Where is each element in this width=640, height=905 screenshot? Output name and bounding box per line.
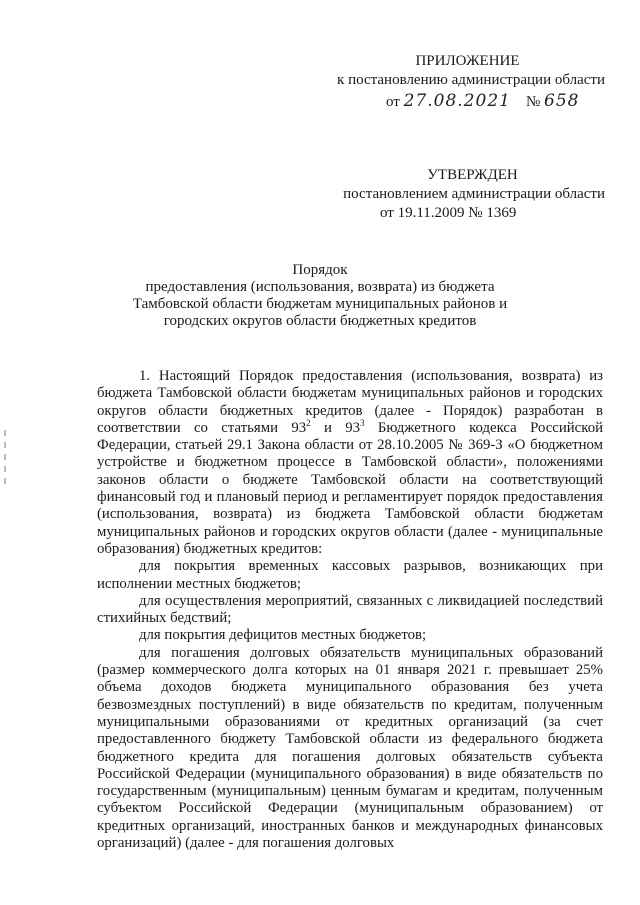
approved-date-line: от 19.11.2009 № 1369 [380, 205, 517, 221]
list-item: для осуществления мероприятий, связанных с ликвидацией последствий стихийных бедствий; [97, 592, 603, 627]
margin-mark [4, 430, 7, 500]
paragraph-1-part-b: и 93 [310, 419, 361, 436]
heading-line-2: предоставления (использования, возврата) из бюджета [145, 279, 495, 295]
paragraph-1-part-a: 1. Настоящий Порядок предоставления (использования, возврата) из бюджета Тамбовской области бюджетам муниципальных районов и городских округов области бюджетных кредитов (далее - Порядок) разработан в соответствии со статьями 93 [97, 368, 603, 436]
appendix-block [300, 52, 605, 113]
approved-block [300, 166, 605, 223]
list-item: для погашения долговых обязательств муниципальных образований (размер коммерческого долга которых на 01 января 2021 г. превышает 25% объема доходов бюджета муниципального образования без учета безвозмездных поступлений) в виде обязательств по кредитам, полученным муниципальными образованиями от кредитных организаций (за счет предоставленного бюджету Тамбовской области из федерального бюджета бюджетного кредита для погашения долговых обязательств субъекта Российской Федерации (муниципального образования) в виде обязательств по государственным (муниципальным) ценным бумагам и кредитам, полученным субъектом Российской Федерации (муниципальным образованием) от кредитных организаций, иностранных банков и международных финансовых организаций) (далее - для погашения долговых [97, 644, 603, 852]
superscript-1: 2 [306, 417, 311, 428]
document-body [97, 368, 603, 852]
heading-line-1: Порядок [292, 262, 348, 278]
appendix-number-prefix: № [525, 94, 541, 110]
approved-subtitle: постановлением администрации области [343, 186, 605, 202]
appendix-number: 658 [544, 91, 580, 111]
paragraph-1-part-c: Бюджетного кодекса Российской Федерации, статьей 29.1 Закона области от 28.10.2005 № 369-З «О бюджетном устройстве и бюджетном процессе в Тамбовской области», положениями законов области о бюджете Тамбовской области на соответствующий финансовый год и плановый период и регламентирует порядок предоставления (использования, возврата) из бюджета Тамбовской области бюджетам муниципальных районов и городских округов области (далее - муниципальные образования) бюджетных кредитов: [97, 419, 604, 557]
appendix-date-line [300, 90, 605, 113]
appendix-date: 27.08.2021 [403, 91, 511, 111]
list-item: для покрытия дефицитов местных бюджетов; [139, 627, 427, 644]
superscript-2: 3 [360, 417, 365, 428]
approved-title: УТВЕРЖДЕН [427, 167, 518, 183]
paragraph-1 [97, 368, 603, 558]
appendix-subtitle: к постановлению администрации области [337, 72, 605, 88]
document-heading [90, 262, 550, 330]
heading-line-4: городских округов области бюджетных кредитов [163, 313, 477, 329]
appendix-title: ПРИЛОЖЕНИЕ [415, 53, 520, 69]
appendix-date-prefix: от [386, 94, 400, 110]
list-item: для покрытия временных кассовых разрывов, возникающих при исполнении местных бюджетов; [97, 558, 603, 592]
heading-line-3: Тамбовской области бюджетам муниципальных районов и [132, 296, 508, 312]
